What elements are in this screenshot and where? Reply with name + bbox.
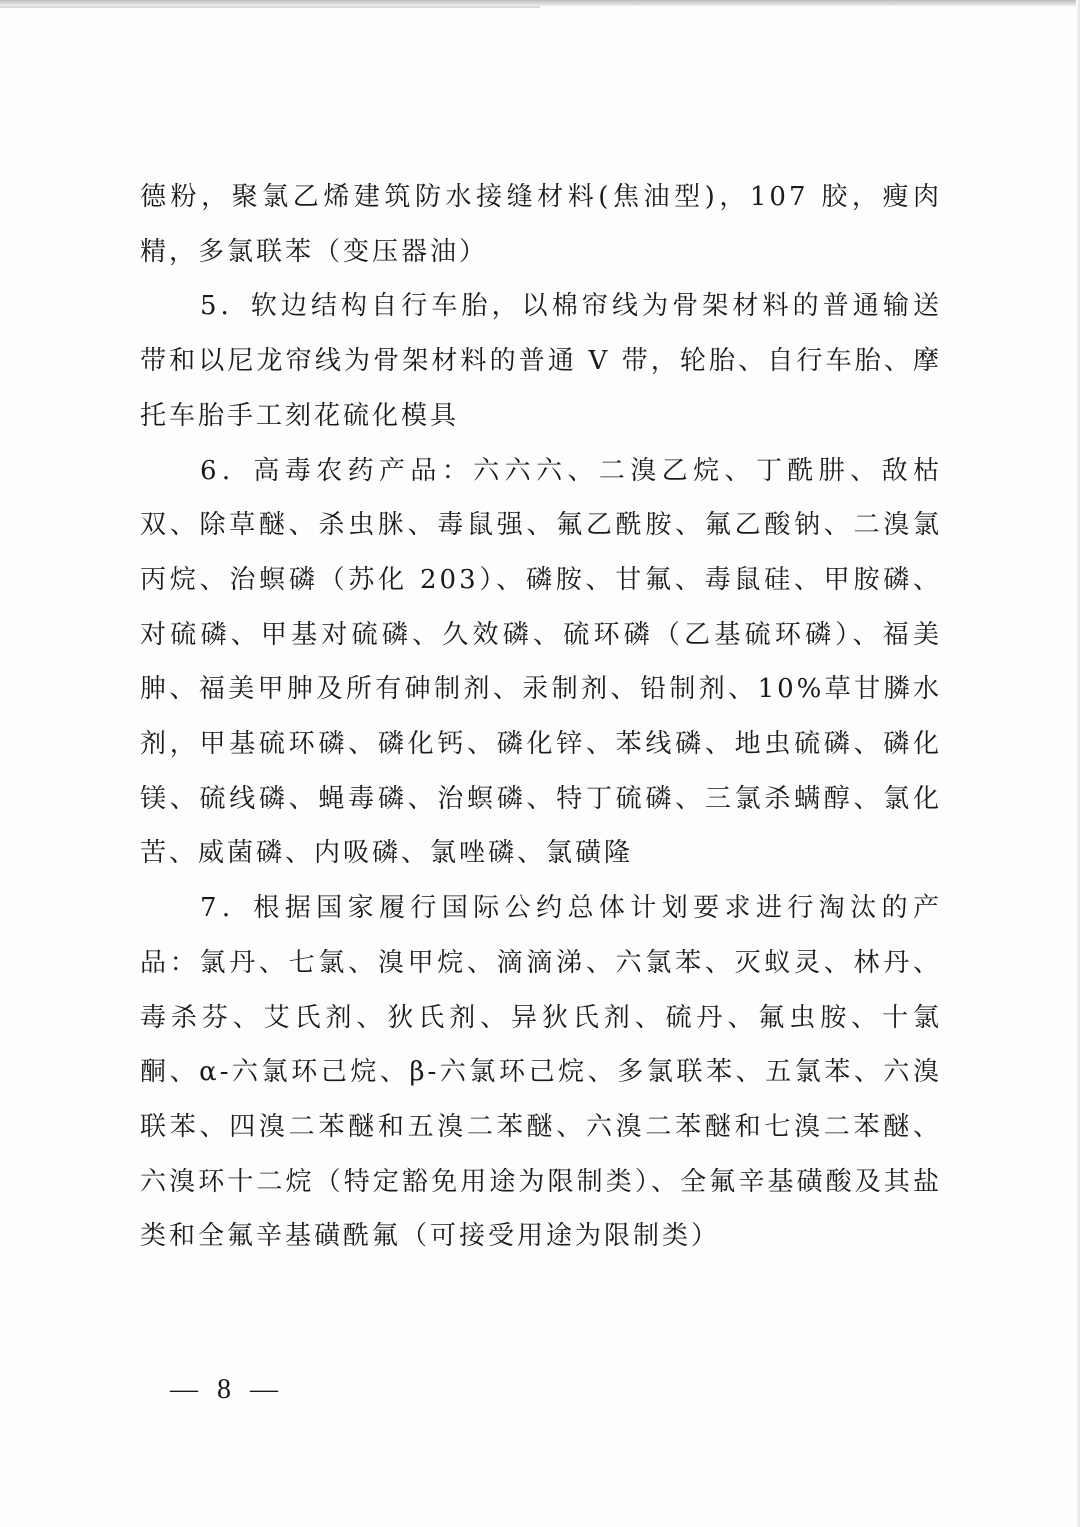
paragraph-item-5: 5．软边结构自行车胎，以棉帘线为骨架材料的普通输送带和以尼龙帘线为骨架材料的普通 V 带，轮胎、自行车胎、摩托车胎手工刻花硫化模具 — [140, 291, 942, 431]
paragraph-continuation: 德粉，聚氯乙烯建筑防水接缝材料(焦油型)，107 胶，瘦肉精，多氯联苯（变压器油） — [140, 182, 942, 267]
document-body — [140, 170, 942, 1264]
paragraph-item-7: 7．根据国家履行国际公约总体计划要求进行淘汰的产品：氯丹、七氯、溴甲烷、滴滴涕、六氯苯、灭蚁灵、林丹、毒杀芬、艾氏剂、狄氏剂、异狄氏剂、硫丹、氟虫胺、十氯酮、α-六氯环己烷、β-六氯环己烷、多氯联苯、五氯苯、六溴联苯、四溴二苯醚和五溴二苯醚、六溴二苯醚和七溴二苯醚、六溴环十二烷（特定豁免用途为限制类）、全氟辛基磺酸及其盐类和全氟辛基磺酰氟（可接受用途为限制类） — [140, 893, 942, 1252]
page-top-shadow — [0, 6, 540, 8]
paragraph-item-6: 6．高毒农药产品：六六六、二溴乙烷、丁酰肼、敌枯双、除草醚、杀虫脒、毒鼠强、氟乙酰胺、氟乙酸钠、二溴氯丙烷、治螟磷（苏化 203）、磷胺、甘氟、毒鼠硅、甲胺磷、对硫磷、甲基对硫磷、久效磷、硫环磷（乙基硫环磷）、福美胂、福美甲胂及所有砷制剂、汞制剂、铅制剂、10%草甘膦水剂，甲基硫环磷、磷化钙、磷化锌、苯线磷、地虫硫磷、磷化镁、硫线磷、蝇毒磷、治螟磷、特丁硫磷、三氯杀螨醇、氯化苦、威菌磷、内吸磷、氯唑磷、氯磺隆 — [140, 455, 942, 869]
page-number: — 8 — — [170, 1374, 284, 1405]
page-right-shadow — [1076, 0, 1080, 1527]
